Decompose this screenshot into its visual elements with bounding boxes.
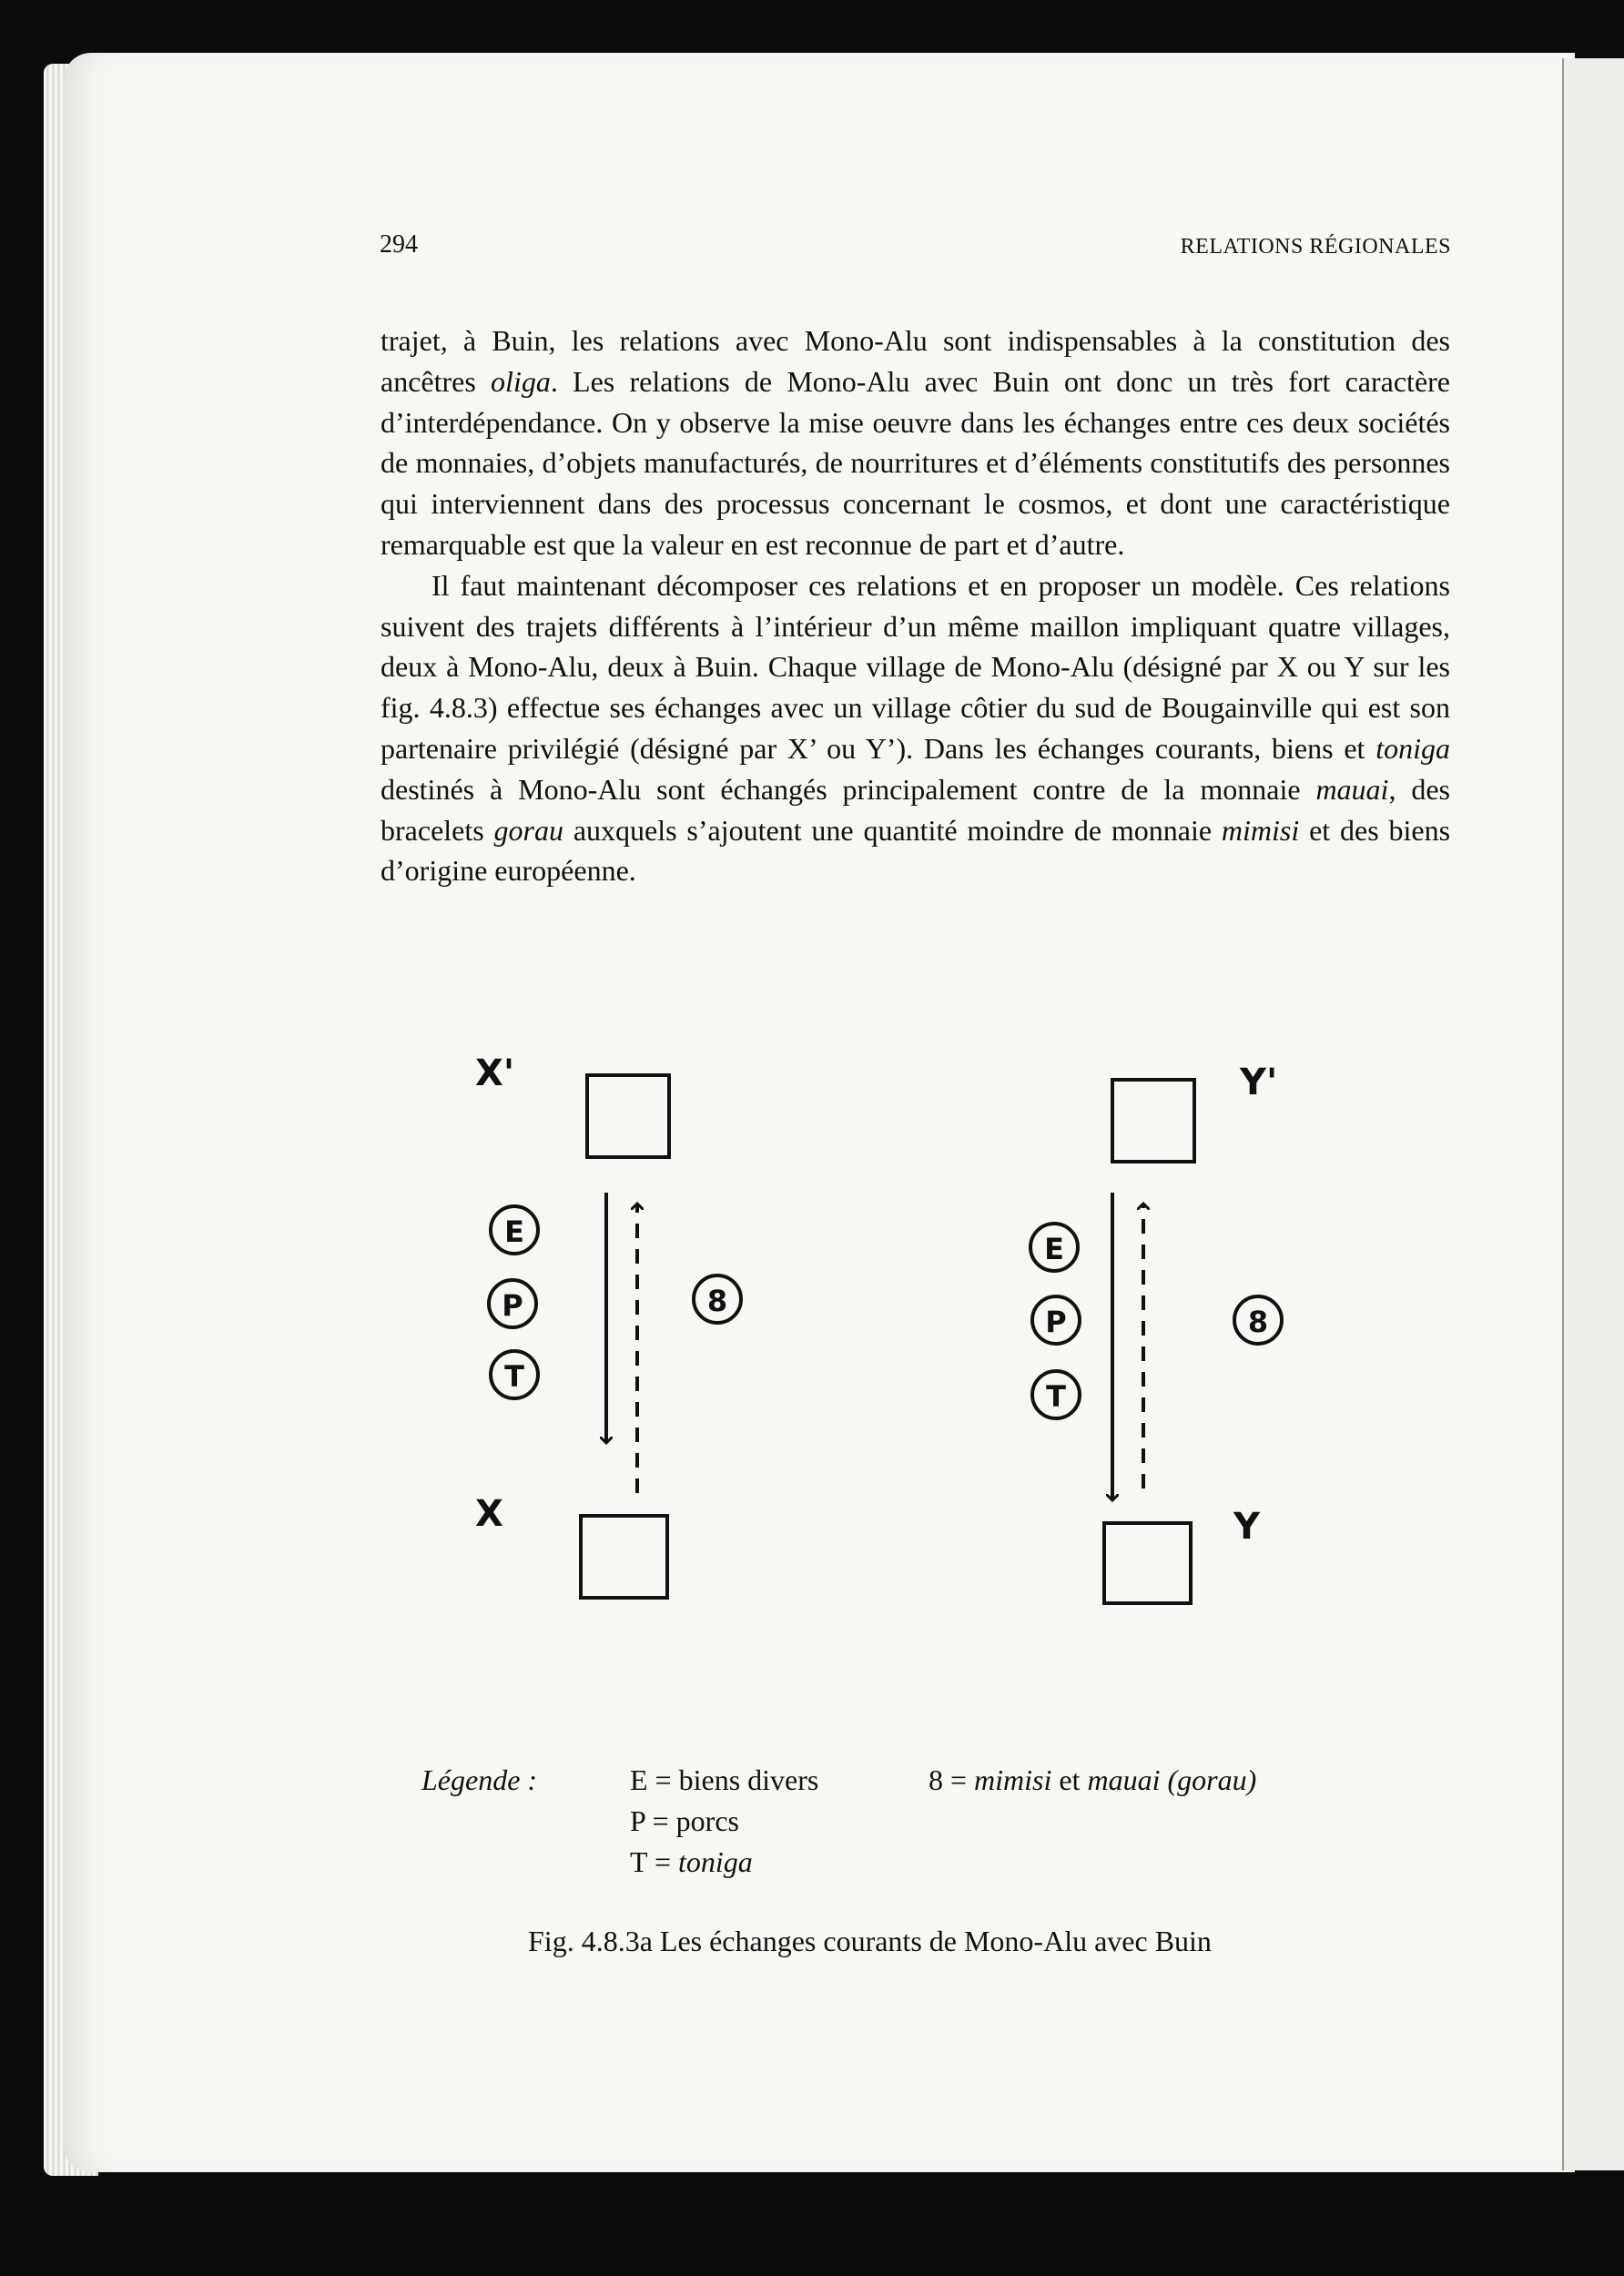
- legend-8: 8 = mimisi et mauai (gorau): [929, 1763, 1257, 1796]
- paragraph-2: Il faut maintenant décomposer ces relations et en proposer un modèle. Ces relations suivent des trajets différents à l’intérieur d’un même maillon impliquant quatre villages, deux à Mono-Alu, deux à Buin. Chaque village de Mono-Alu (désigné par X ou Y sur les fig. 4.8.3) effectue ses échanges avec un village côtier du sud de Bougainville qui est son partenaire privilégié (désigné par X’ ou Y’). Dans les échanges courants, biens et toniga destinés à Mono-Alu sont échangés principalement contre de la monnaie mauai, des bracelets gorau auxquels s’ajoutent une quantité moindre de monnaie mimisi et des biens d’origine européenne.: [381, 568, 1451, 888]
- left-exchange-system: [475, 1052, 741, 1598]
- circle-p-label: P: [1045, 1305, 1067, 1339]
- village-label-x: X: [475, 1493, 503, 1535]
- circle-8-label: 8: [1247, 1305, 1269, 1339]
- right-exchange-system: [1030, 1062, 1282, 1603]
- legend-t: T = toniga: [630, 1845, 753, 1878]
- legend-p: P = porcs: [630, 1804, 739, 1837]
- village-label-y-prime: Y': [1240, 1062, 1278, 1103]
- circle-8-label: 8: [706, 1284, 728, 1318]
- circle-t-label: T: [504, 1359, 524, 1394]
- circle-p-label: P: [502, 1288, 523, 1323]
- village-box-x: [581, 1516, 667, 1598]
- legend-e: E = biens divers: [630, 1763, 819, 1796]
- village-label-x-prime: X': [475, 1052, 515, 1094]
- village-box-y: [1104, 1523, 1191, 1603]
- running-title: RELATIONS RÉGIONALES: [1180, 235, 1451, 259]
- circle-t-label: T: [1046, 1379, 1066, 1414]
- circle-e-label: E: [1044, 1232, 1064, 1266]
- village-box-x-prime: [587, 1075, 669, 1157]
- village-label-y: Y: [1233, 1506, 1260, 1548]
- paragraph-1: trajet, à Buin, les relations avec Mono-Alu sont indispensables à la constitution des ancêtres oliga. Les relations de Mono-Alu avec Buin ont donc un très fort caractère d’interdépendance. On y observe la mise oeuvre dans les échanges entre ces deux sociétés de monnaies, d’objets manufacturés, de nourritures et d’éléments constitutifs des personnes qui interviennent dans des processus concernant le cosmos, et dont une caractéristique remarquable est que la valeur en est reconnue de part et d’autre.: [381, 324, 1451, 561]
- village-box-y-prime: [1112, 1080, 1194, 1162]
- circle-e-label: E: [504, 1214, 524, 1249]
- legend-title: Légende :: [421, 1763, 538, 1796]
- page-number: 294: [380, 230, 418, 259]
- figure-caption: Fig. 4.8.3a Les échanges courants de Mono-Alu avec Buin: [528, 1925, 1212, 1957]
